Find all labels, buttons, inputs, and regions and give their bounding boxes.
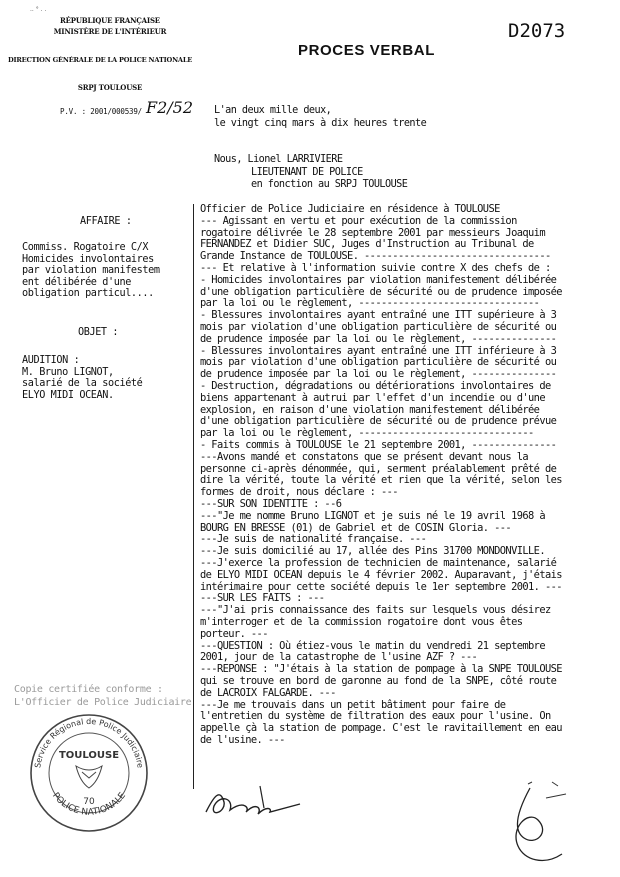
body-line: ---Avons mandé et constatons que se présent devant nous la [200,450,529,463]
page-title: PROCES VERBAL [298,42,435,59]
body-line: de prudence imposée par la loi ou le règlement, --------------- [200,332,557,345]
body-line: Officier de Police Judiciaire en résidence à TOULOUSE [200,203,500,215]
officer-posting: en fonction au SRPJ TOULOUSE [251,179,408,190]
body-line: par la loi ou le règlement, -------------------------------- [200,297,540,310]
body-line: ---REPONSE : "J'étais à la station de pompage à la SNPE TOULOUSE [200,663,562,676]
stamp-emblem [76,766,102,788]
body-line: ---"Je me nomme Bruno LIGNOT et je suis né le 19 avril 1968 à [200,509,545,522]
service-label: SRPJ TOULOUSE [77,83,143,92]
body-line: intérimaire pour cette société depuis le 1er septembre 2001. --- [200,580,562,593]
date-line-2: le vingt cinq mars à dix heures trente [214,118,427,129]
body-line: de l'usine. --- [200,734,285,746]
body-line: mois par violation d'une obligation particulière de sécurité ou [200,321,557,333]
body-line: personne ci-après dénommée, qui, serment préalablement prêté de [200,462,557,475]
affaire-label: AFFAIRE : [80,216,132,227]
objet-label: OBJET : [78,327,119,338]
stamp-bottom-text: POLICE NATIONALE [49,790,129,818]
body-line: ---Je suis domicilié au 17, allée des Pins 31700 MONDONVILLE. [200,545,545,558]
body-line: biens appartenant à autrui par l'effet d'un incendie ou d'une [200,391,545,404]
body-line: formes de droit, nous déclare : --- [200,486,398,499]
body-line: d'une obligation particulière de sécurité ou de prudence prévue [200,415,557,428]
body-line: - Faits commis à TOULOUSE le 21 septembre 2001, --------------- [200,439,557,451]
body-line: mois par violation d'une obligation particulière de sécurité ou [200,356,557,369]
document-reference: D2073 [508,20,566,42]
body-line: ---SUR LES FAITS : --- [200,592,325,605]
body-line: l'entretien du système de filtration des eaux pour l'usine. On [200,710,551,723]
body-line: --- Agissant en vertu et pour exécution de la commission [200,214,517,227]
date-line-1: L'an deux mille deux, [214,105,332,116]
affaire-text: Commiss. Rogatoire C/X Homicides involontaires par violation manifestem ent délibérée d'une obligation particul.... [22,242,160,300]
body-line: appelle çà la station de pompage. C'est le ravitaillement en eau [200,722,562,735]
body-line: rogatoire délivrée le 28 septembre 2001 par messieurs Joaquim [200,226,545,239]
body-line: de ELYO MIDI OCEAN depuis le 4 février 2002. Auparavant, j'étais [200,568,562,581]
certification-line-2: L'Officier de Police Judiciaire [14,697,192,708]
stamp-number: 70 [83,797,95,807]
witness-signature [200,778,310,828]
pv-number: P.V. : 2001/000539/ [60,107,142,116]
officer-name: Nous, Lionel LARRIVIERE [214,154,343,165]
body-line: ---SUR SON IDENTITE : --6 [200,498,342,510]
margin-rule [193,204,194,789]
body-line: dire la vérité, toute la vérité et rien que la vérité, selon les [200,474,562,487]
body-line: ---Je suis de nationalité française. --- [200,533,427,546]
stamp-ring-text: Service Régional de Police Judiciaire [33,717,145,769]
body-line: porteur. --- [200,627,268,640]
body-line: par la loi ou le règlement, ------------------------------- [200,427,534,440]
officer-signature [488,780,598,872]
body-line: ---Je me trouvais dans un petit bâtiment pour faire de [200,698,506,711]
body-line: de prudence imposée par la loi ou le règlement, --------------- [200,368,557,381]
body-line: ---QUESTION : Où étiez-vous le matin du vendredi 21 septembre [200,639,545,652]
corner-mark: .. ° . . [30,6,47,13]
ministry-label: MINISTÈRE DE L'INTÉRIEUR [53,27,167,36]
body-line: Grande Instance de TOULOUSE. --------------------------------- [200,250,551,263]
body-line: - Homicides involontaires par violation manifestement délibérée [200,273,557,286]
body-line: explosion, en raison d'une violation manifestement délibérée [200,403,540,416]
certification-line-1: Copie certifiée conforme : [14,684,163,695]
body-line: m'interroger et de la commission rogatoire dont vous êtes [200,616,523,628]
officer-rank: LIEUTENANT DE POLICE [251,167,363,178]
stamp-city: TOULOUSE [58,750,120,761]
body-line: BOURG EN BRESSE (01) de Gabriel et de COSIN Gloria. --- [200,521,512,534]
body-line: --- Et relative à l'information suivie contre X des chefs de : [200,262,551,274]
body-line: d'une obligation particulière de sécurité ou de prudence imposée [200,285,562,298]
body-line: - Blessures involontaires ayant entraîné une ITT supérieure à 3 [200,309,557,322]
objet-text: AUDITION : M. Bruno LIGNOT, salarié de la société ELYO MIDI OCEAN. [22,355,143,401]
body-line: - Destruction, dégradations ou détériorations involontaires de [200,380,551,392]
body-line: ---J'exerce la profession de technicien de maintenance, salarié [200,557,557,569]
body-line: 2001, jour de la catastrophe de l'usine AZF ? --- [200,651,478,664]
body-line: de LACROIX FALGARDE. --- [200,686,336,699]
body-line: qui se trouve en bord de garonne au fond de la SNPE, côté route [200,675,557,687]
body-line: FERNANDEZ et Didier SUC, Juges d'Instruction au Tribunal de [200,238,534,251]
direction-label: DIRECTION GÉNÉRALE DE LA POLICE NATIONALE [8,56,193,64]
body-line: - Blessures involontaires ayant entraîné une ITT inférieure à 3 [200,344,557,357]
body-line: ---"J'ai pris connaissance des faits sur lesquels vous désirez [200,604,551,617]
republic-label: RÉPUBLIQUE FRANÇAISE [60,16,160,25]
pv-handwritten: F2/52 [146,98,194,117]
police-stamp [24,708,154,838]
